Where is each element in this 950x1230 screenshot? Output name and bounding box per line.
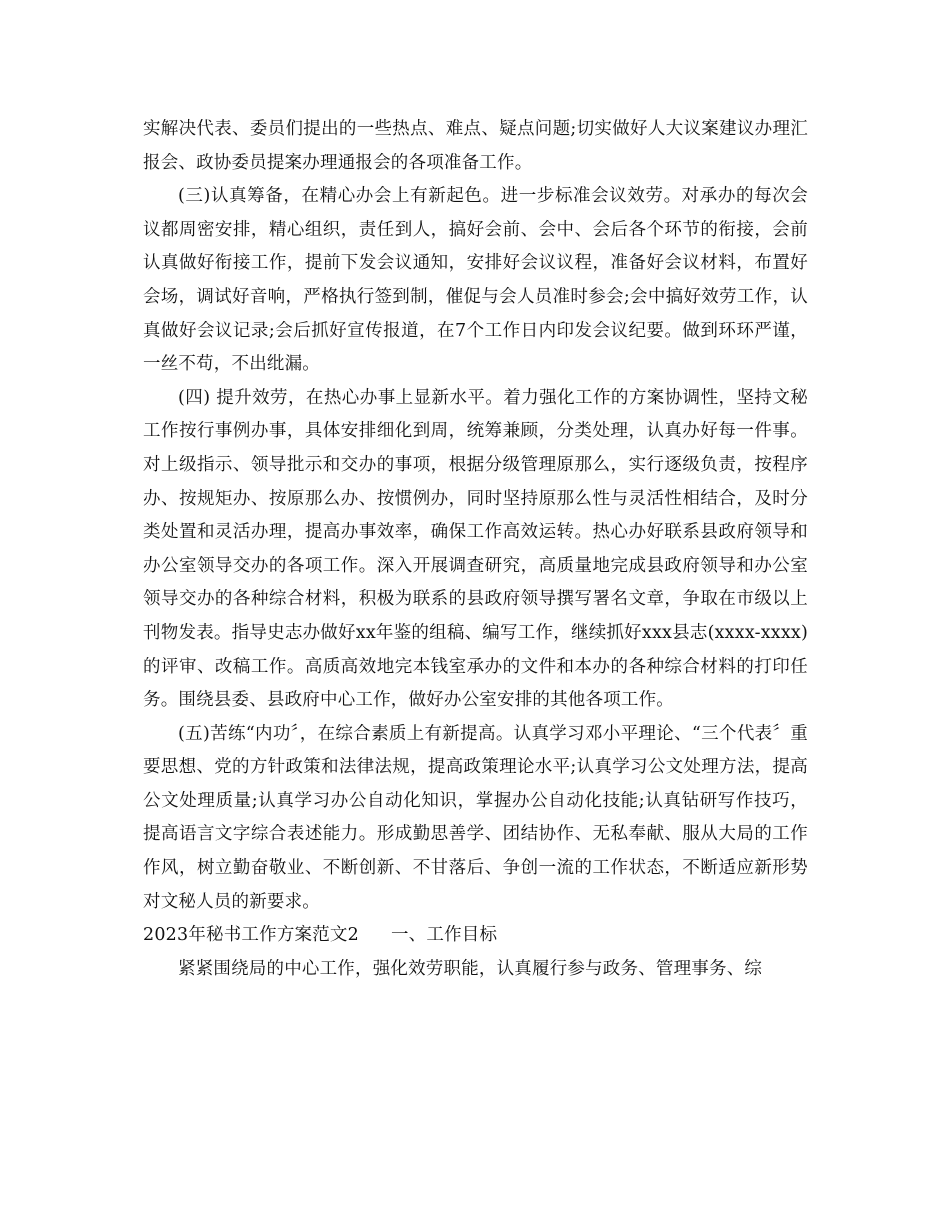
paragraph-section-four: (四) 提升效劳，在热心办事上显新水平。着力强化工作的方案协调性，坚持文秘工作按行事例办事，具体安排细化到周，统筹兼顾，分类处理，认真办好每一件事。对上级指示、领导批示和交办的事项，根据分级管理原那么，实行逐级负责，按程序办、按规矩办、按原那么办、按惯例办，同时坚持原那么性与灵活性相结合，及时分类处置和灵活办理，提高办事效率，确保工作高效运转。热心办好联系县政府领导和办公室领导交办的各项工作。深入开展调查研究，高质量地完成县政府领导和办公室领导交办的各种综合材料，积极为联系的县政府领导撰写署名文章，争取在市级以上刊物发表。指导史志办做好xx年鉴的组稿、编写工作，继续抓好xxx县志(xxxx-xxxx)的评审、改稿工作。高质高效地完本钱室承办的文件和本办的各种综合材料的打印任务。围绕县委、县政府中心工作，做好办公室安排的其他各项工作。	[143, 387, 808, 711]
paragraph-goal-intro: 紧紧围绕局的中心工作，强化效劳职能，认真履行参与政务、管理事务、综	[178, 958, 763, 979]
section-title: 2023年秘书工作方案范文2	[143, 925, 359, 946]
paragraph-section-three: (三)认真筹备，在精心办会上有新起色。进一步标准会议效劳。对承办的每次会议都周密安排，精心组织，责任到人，搞好会前、会中、会后各个环节的衔接，会前认真做好衔接工作，提前下发会议通知，安排好会议议程，准备好会议材料，布置好会场，调试好音响，严格执行签到制，催促与会人员准时参会;会中搞好效劳工作，认真做好会议记录;会后抓好宣传报道，在7个工作日内印发会议纪要。做到环环严谨，一丝不苟，不出纰漏。	[143, 186, 808, 375]
document-page	[143, 113, 808, 986]
section-heading-line	[143, 919, 808, 953]
paragraph-continuation: 实解决代表、委员们提出的一些热点、难点、疑点问题;切实做好人大议案建议办理汇报会、政协委员提案办理通报会的各项准备工作。	[143, 119, 808, 173]
section-subtitle: 一、工作目标	[390, 925, 498, 946]
paragraph-section-five: (五)苦练“内功〞，在综合素质上有新提高。认真学习邓小平理论、“三个代表〞重要思想、党的方针政策和法律法规，提高政策理论水平;认真学习公文处理方法，提高公文处理质量;认真学习办公自动化知识，掌握办公自动化技能;认真钻研写作技巧，提高语言文字综合表述能力。形成勤思善学、团结协作、无私奉献、服从大局的工作作风，树立勤奋敬业、不断创新、不甘落后、争创一流的工作状态，不断适应新形势对文秘人员的新要求。	[143, 723, 808, 912]
